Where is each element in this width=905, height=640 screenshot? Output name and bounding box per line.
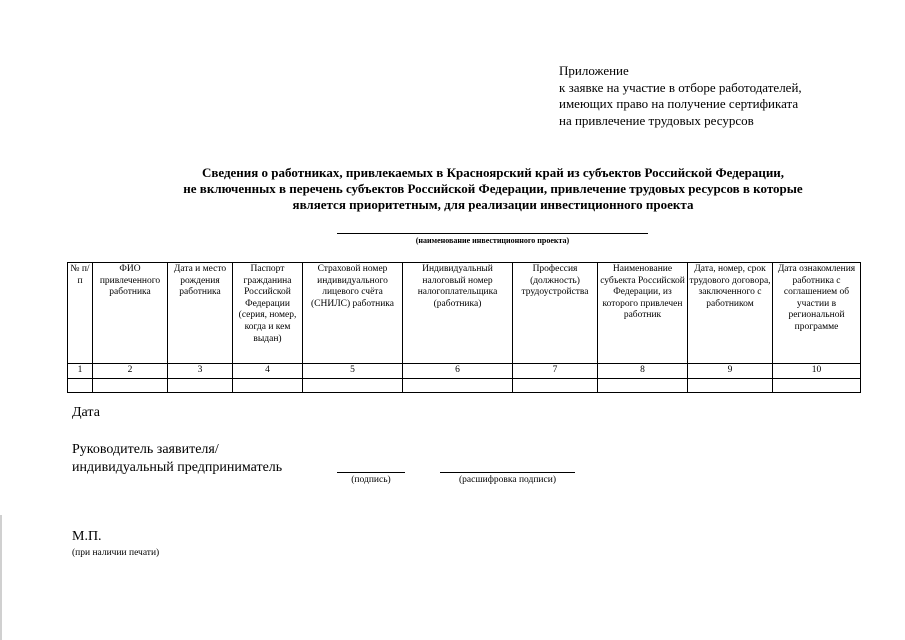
number-cell: 4 — [233, 364, 303, 379]
header-cell: Индивидуальный налоговый номер налогоплательщика (работника) — [403, 263, 513, 364]
head-label-line: индивидуальный предприниматель — [72, 460, 283, 475]
number-cell: 2 — [93, 364, 168, 379]
project-name-caption: (наименование инвестиционного проекта) — [415, 236, 570, 245]
number-cell: 3 — [168, 364, 233, 379]
project-name-line — [337, 233, 648, 234]
empty-cell[interactable] — [233, 378, 303, 392]
signature-decoding-caption: (расшифровка подписи) — [459, 475, 556, 485]
stamp-caption: (при наличии печати) — [72, 548, 160, 558]
head-label — [72, 441, 282, 477]
signature-line[interactable] — [337, 472, 405, 473]
empty-cell[interactable] — [403, 378, 513, 392]
header-cell: Страховой номер индивидуального лицевого счёта (СНИЛС) работника — [303, 263, 403, 364]
appendix-line: к заявке на участие в отборе работодателей, — [559, 79, 802, 95]
header-cell: Наименование субъекта Российской Федерации, из которого привлечен работник — [598, 263, 688, 364]
number-cell: 5 — [303, 364, 403, 379]
empty-cell[interactable] — [168, 378, 233, 392]
empty-cell[interactable] — [688, 378, 773, 392]
document-title — [100, 165, 886, 213]
appendix-block — [559, 63, 802, 129]
signature-decoding-line[interactable] — [440, 472, 575, 473]
appendix-line: Приложение — [559, 63, 629, 78]
header-cell: ФИО привлеченного работника — [93, 263, 168, 364]
stamp-label: М.П. — [72, 529, 102, 544]
header-cell: Паспорт гражданина Российской Федерации (серия, номер, когда и кем выдан) — [233, 263, 303, 364]
table-number-row — [68, 364, 861, 379]
number-cell: 10 — [773, 364, 861, 379]
number-cell: 9 — [688, 364, 773, 379]
number-cell: 1 — [68, 364, 93, 379]
empty-cell[interactable] — [68, 378, 93, 392]
header-cell: Дата ознакомления работника с соглашением об участии в региональной программе — [773, 263, 861, 364]
number-cell: 6 — [403, 364, 513, 379]
number-cell: 7 — [513, 364, 598, 379]
title-line: является приоритетным, для реализации инвестиционного проекта — [292, 197, 694, 212]
title-line: Сведения о работниках, привлекаемых в Красноярский край из субъектов Российской Федерации, — [201, 165, 785, 180]
head-label-line: Руководитель заявителя/ — [72, 442, 219, 457]
appendix-line: имеющих право на получение сертификата — [559, 96, 799, 111]
empty-cell[interactable] — [598, 378, 688, 392]
header-cell: № п/п — [68, 263, 93, 364]
title-line: не включенных в перечень субъектов Российской Федерации, привлечение трудовых ресурсов в которые — [183, 181, 803, 196]
appendix-line: на привлечение трудовых ресурсов — [559, 112, 754, 128]
date-label: Дата — [72, 405, 100, 420]
empty-cell[interactable] — [93, 378, 168, 392]
empty-cell[interactable] — [513, 378, 598, 392]
header-cell: Профессия (должность) трудоустройства — [513, 263, 598, 364]
table-row — [68, 378, 861, 392]
number-cell: 8 — [598, 364, 688, 379]
header-cell: Дата, номер, срок трудового договора, заключенного с работником — [688, 263, 773, 364]
signature-caption: (подпись) — [351, 475, 391, 485]
scan-edge-mark — [0, 515, 2, 640]
table-header-row — [68, 263, 861, 364]
empty-cell[interactable] — [303, 378, 403, 392]
header-cell: Дата и место рождения работника — [168, 263, 233, 364]
workers-table — [67, 262, 861, 393]
empty-cell[interactable] — [773, 378, 861, 392]
